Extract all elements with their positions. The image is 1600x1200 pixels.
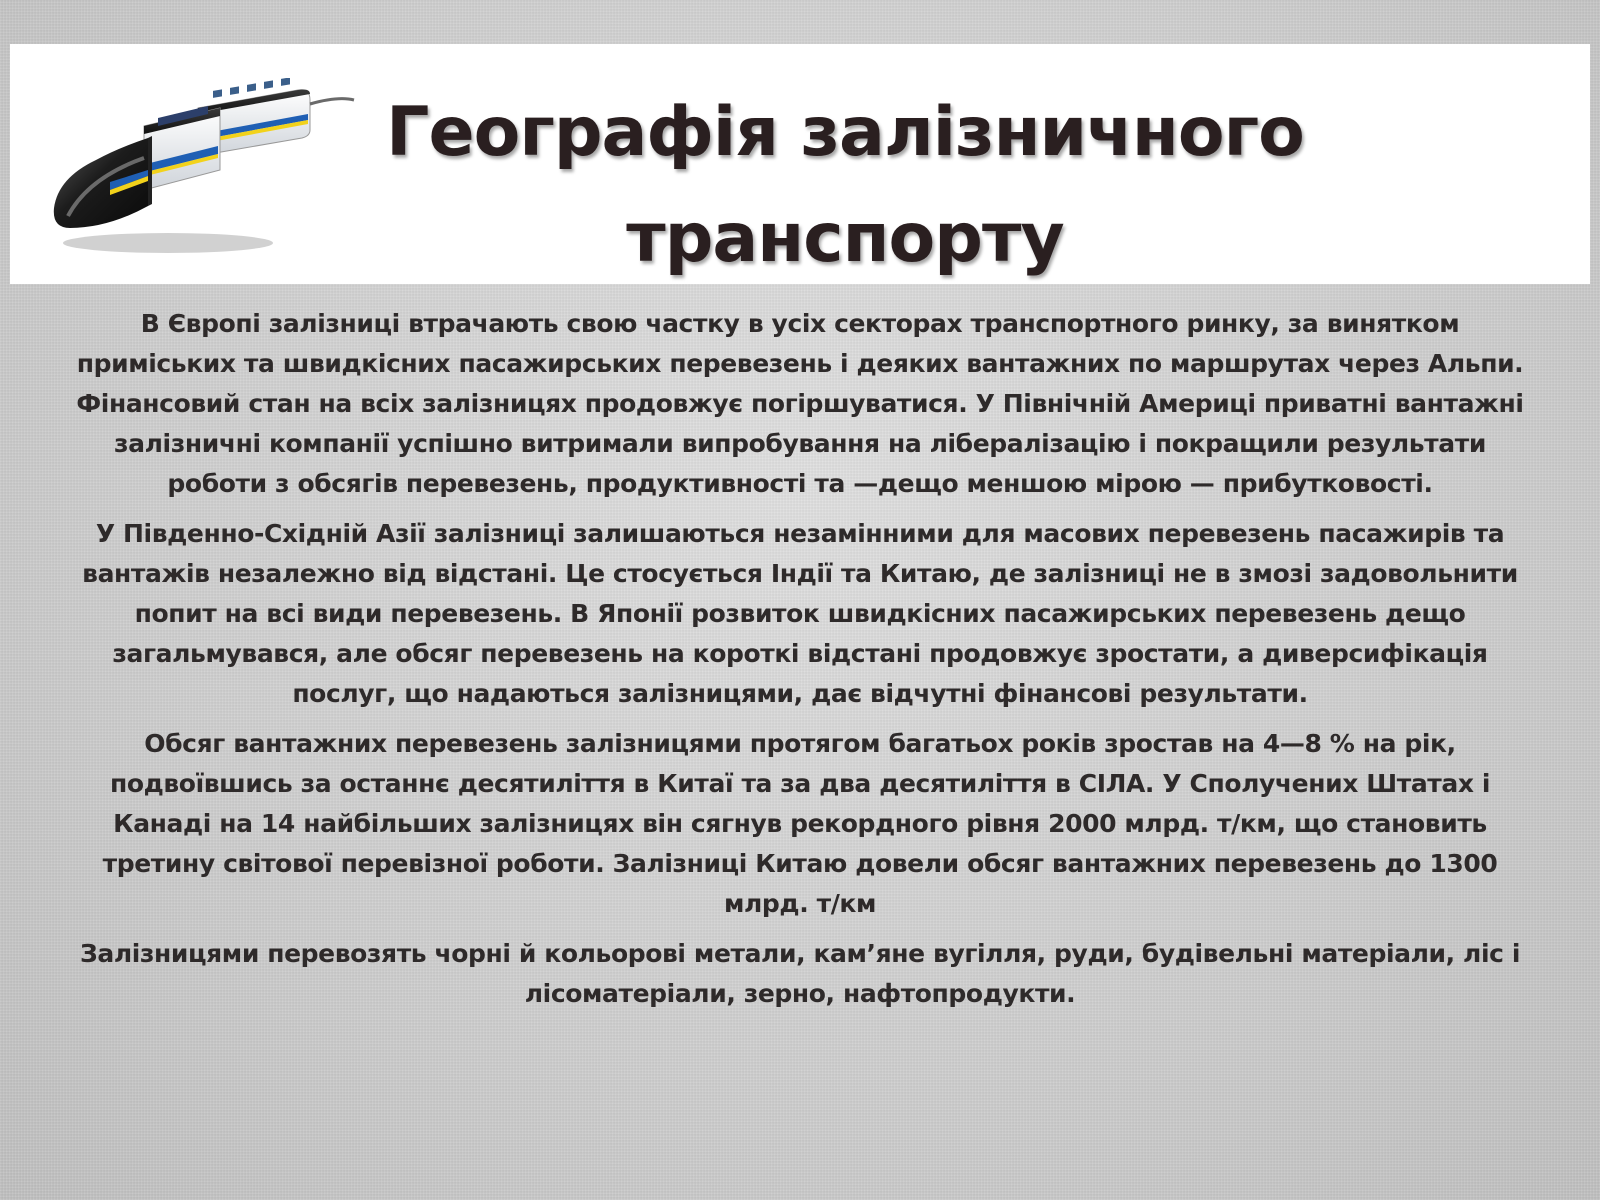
paragraph-asia: У Південно-Східній Азії залізниці залишаються незамінними для масових перевезень пасажирів та вантажів незалежно від відстані. Це стосується Індії та Китаю, де залізниці не в змозі задовольнити попит на всі види перевезень. В Японії розвиток швидкісних пасажирських перевезень дещо загальмувався, але обсяг перевезень на короткі відстані продовжує зростати, а диверсифікація послуг, що надаються залізницями, дає відчутні фінансові результати. [82,519,1518,708]
paragraph-freight-volume: Обсяг вантажних перевезень залізницями протягом багатьох років зростав на 4—8 % на рік, подвоївшись за останнє десятиліття в Китаї та за два десятиліття в СІЛА. У Сполучених Штатах і Канаді на 14 найбільших залізницях він сягнув рекордного рівня 2000 млрд. т/км, що становить третину світової перевізної роботи. Залізниці Китаю довели обсяг вантажних перевезень до 1300 млрд. т/км [102,729,1498,918]
title-line-2: транспорту [626,199,1064,278]
paragraph-europe: В Європі залізниці втрачають свою частку в усіх секторах транспортного ринку, за винятком приміських та швидкісних пасажирських перевезень і деяких вантажних по маршрутах через Альпи. Фінансовий стан на всіх залізницях продовжує погіршуватися. У Північній Америці приватні вантажні залізничні компанії успішно витримали випробування на лібералізацію і покращили результати роботи з обсягів перевезень, продуктивності та —дещо меншою мірою — прибутковості. [76,309,1524,498]
slide-title [330,80,1360,292]
train-nose-car [54,136,152,228]
title-line-1: Географія залізничного [386,93,1304,172]
high-speed-train-image [48,78,368,258]
paragraph-cargo-types: Залізницями перевозять чорні й кольорові метали, кам’яне вугілля, руди, будівельні матеріали, ліс і лісоматеріали, зерно, нафтопродукти. [79,939,1520,1008]
train-middle-car [144,106,220,190]
body-text [72,304,1528,1024]
